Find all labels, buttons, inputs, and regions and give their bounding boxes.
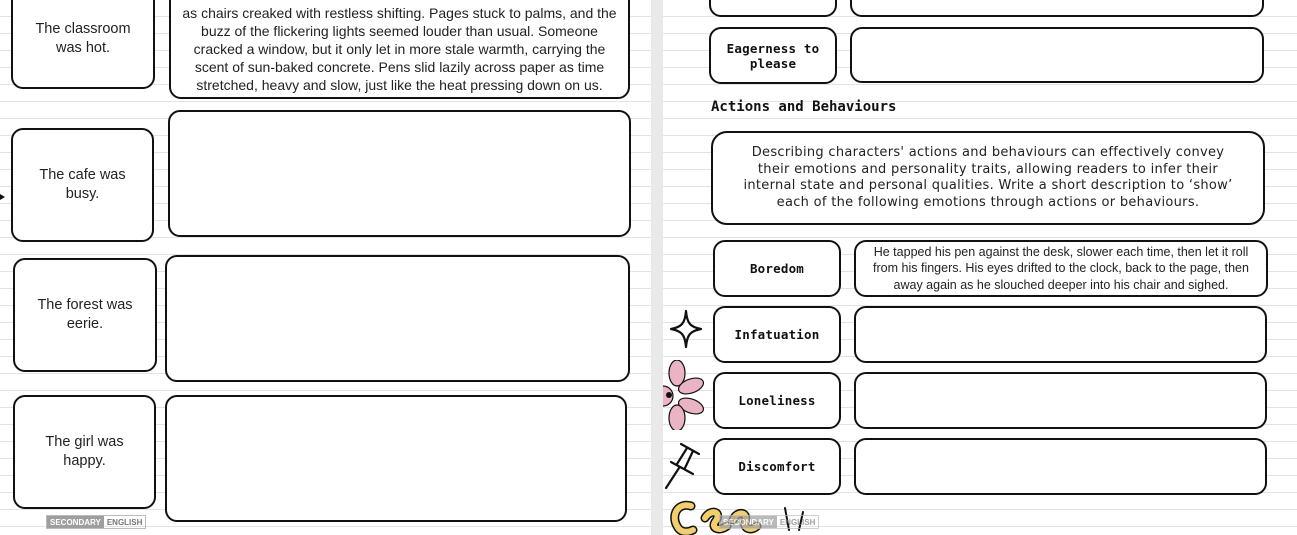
prompt-text-1: The classroom was hot. bbox=[35, 20, 131, 56]
answer-box-3[interactable] bbox=[165, 255, 630, 382]
logo-part-2: ENGLISH bbox=[106, 517, 143, 527]
answer-box-discomfort[interactable] bbox=[854, 438, 1267, 495]
arrow-mark-icon bbox=[0, 192, 6, 202]
logo-right-part-1: SECONDARY bbox=[720, 516, 777, 528]
prompt-box-4 bbox=[13, 395, 156, 509]
emotion-label-boredom bbox=[713, 240, 841, 297]
emotion-label-loneliness bbox=[713, 372, 841, 429]
top-answer-box[interactable] bbox=[850, 0, 1264, 17]
emotion-label-eagerness bbox=[709, 27, 837, 84]
logo-right-part-2: ENGLISH bbox=[779, 517, 816, 527]
prompt-text-4: The girl was happy. bbox=[45, 434, 124, 469]
answer-box-1[interactable] bbox=[169, 0, 630, 99]
prompt-box-2 bbox=[11, 128, 154, 242]
answer-box-eagerness[interactable] bbox=[850, 27, 1264, 83]
emotion-label-infatuation bbox=[713, 306, 841, 363]
emotion-label-text-discomfort: Discomfort bbox=[738, 459, 816, 474]
answer-box-2[interactable] bbox=[168, 110, 631, 237]
instructions-text: Describing characters' actions and behaviours can effectively convey their emotions and personality traits, allowing readers to infer their internal state and personal qualities. Write a short description to ‘show’ each of the following emotions through actions or behaviours. bbox=[743, 145, 1233, 210]
prompt-box-1 bbox=[11, 0, 155, 89]
emotion-label-text-infatuation: Infatuation bbox=[734, 327, 820, 342]
answer-text-1: as chairs creaked with restless shifting. Pages stuck to palms, and the buzz of the flickering lights seemed louder than usual. Someone cracked a window, but it only let in more stale warmth, carrying the scent of sun-baked concrete. Pens slid lazily across paper as time stretched, heavy and slow, just like the heat pressing down on us. bbox=[182, 5, 617, 93]
answer-text-boredom: He tapped his pen against the desk, slower each time, then let it roll from his fingers. His eyes drifted to the clock, back to the page, then away again as he slouched deeper into his chair and sighed. bbox=[873, 244, 1249, 292]
publisher-logo-right bbox=[719, 515, 819, 529]
emotion-label-text-eagerness: Eagerness to please bbox=[726, 40, 820, 71]
instructions-box bbox=[711, 131, 1265, 225]
answer-box-infatuation[interactable] bbox=[854, 306, 1267, 363]
logo-part-1: SECONDARY bbox=[47, 516, 104, 528]
section-heading: Actions and Behaviours bbox=[711, 99, 897, 115]
prompt-box-3 bbox=[13, 258, 157, 372]
emotion-label-text-boredom: Boredom bbox=[749, 261, 805, 276]
sparkle-icon bbox=[669, 309, 703, 349]
answer-box-boredom[interactable] bbox=[854, 240, 1268, 297]
emotion-label-text-loneliness: Loneliness bbox=[738, 393, 816, 408]
prompt-text-2: The cafe was busy. bbox=[39, 167, 126, 202]
prompt-text-3: The forest was eerie. bbox=[37, 297, 133, 332]
answer-box-4[interactable] bbox=[165, 395, 627, 522]
answer-box-loneliness[interactable] bbox=[854, 372, 1267, 429]
worksheet-page-right bbox=[663, 0, 1297, 535]
pushpin-icon bbox=[663, 440, 705, 492]
emotion-label-discomfort bbox=[713, 438, 841, 495]
publisher-logo bbox=[46, 515, 146, 529]
top-label-box bbox=[709, 0, 837, 17]
flower-icon bbox=[663, 360, 705, 430]
